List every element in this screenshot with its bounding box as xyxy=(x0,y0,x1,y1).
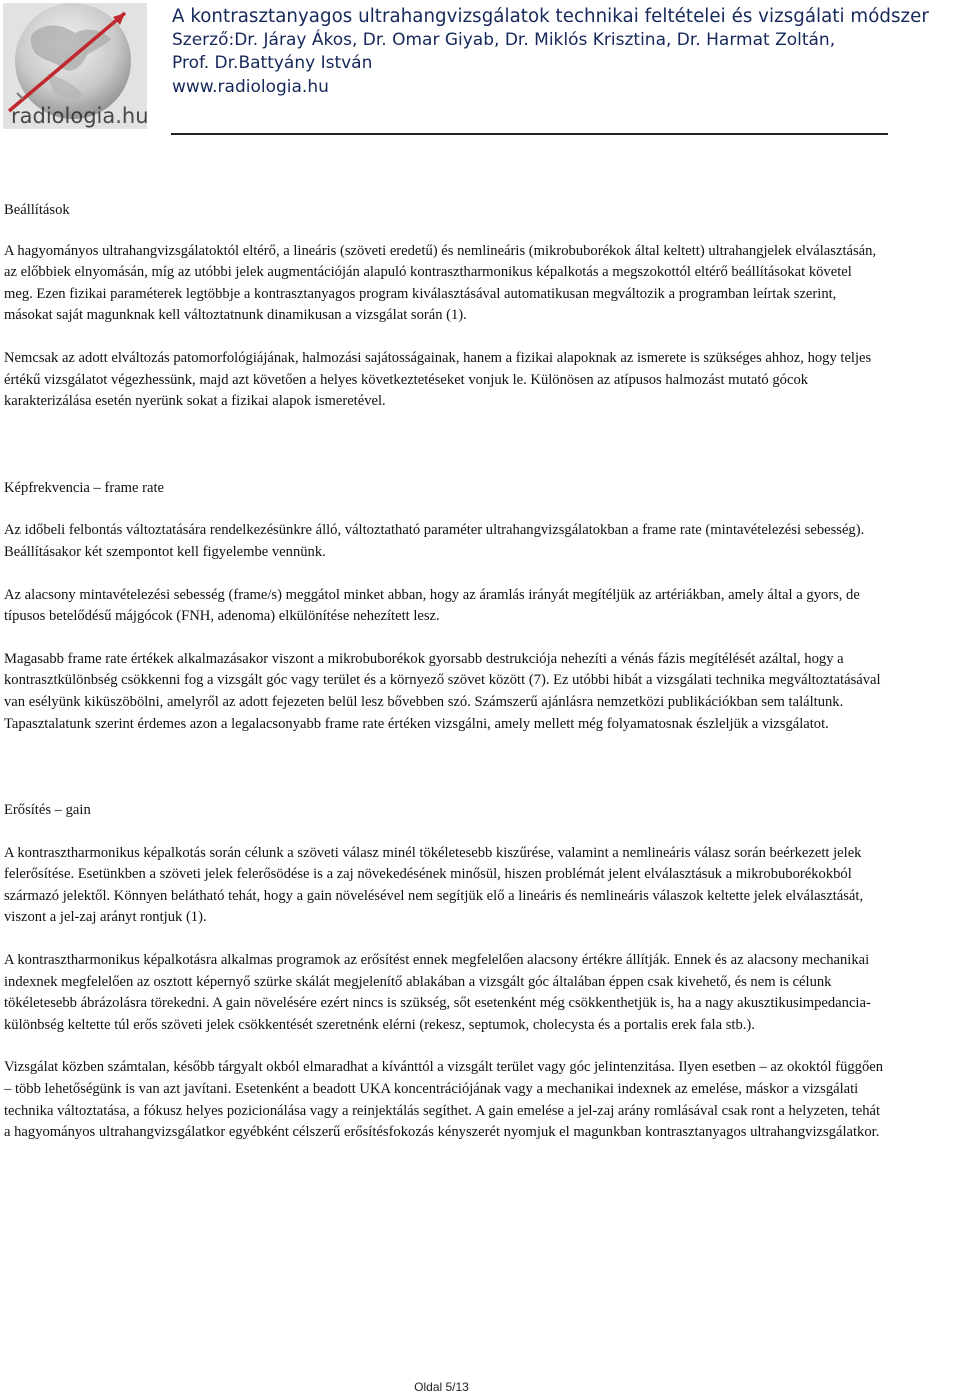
section-title: Beállítások xyxy=(4,202,70,218)
paragraph: A kontrasztharmonikus képalkotás során célunk a szöveti válasz minél tökéletesebb kiszűrése, valamint a nemlineáris válasz során beérkezett jelek felerősítése. Esetünkben a szöveti jelek felerősödése is a zaj növekedésének minősül, hiszen problémát jelent elválasztásuk a mikrobuborékokból származó jelektől. Könnyen belátható tehát, hogy a gain növelésével nem segítjük elő a lineáris és nemlineáris válaszok keltette jelek elválasztását, viszont a jel-zaj arányt rontjuk (1). xyxy=(4,844,864,926)
svg-text:radiologia.hu: radiologia.hu xyxy=(11,104,147,128)
page-number: Oldal 5/13 xyxy=(414,1380,469,1394)
document-title: A kontrasztanyagos ultrahangvizsgálatok technikai feltételei és vizsgálati módszer xyxy=(172,6,929,27)
page-header xyxy=(0,0,960,136)
website-link[interactable]: www.radiologia.hu xyxy=(172,76,329,97)
paragraph: Vizsgálat közben számtalan, később tárgyalt okból elmaradhat a kívánttól a vizsgált terület vagy góc jelintenzitása. Ilyen esetben – az okoktól függően – több lehetőségünk is van azt javítani. Esetenként a beadott UKA koncentrációjának vagy a mechanikai indexnek az emelése, máskor a vizsgálati technika változtatása, a fókusz helyes pozicionálása vagy a reinjektálás segíthet. A gain emelése a jel-zaj arány romlásával csak ront a helyzeten, tehát a hagyományos ultrahangvizsgálatkor egyébként célszerű erősítésfokozás kényszerét nyomjuk el magunkban kontrasztanyagos ultrahangvizsgálatkor. xyxy=(4,1059,884,1141)
document-body xyxy=(4,200,884,1144)
paragraph: Az alacsony mintavételezési sebesség (frame/s) meggátol minket abban, hogy az áramlás irányát megítéljük az artériákban, amely által a gyors, de típusos betelődésű májgócok (FNH, adenoma) elkülönítése nehezített lesz. xyxy=(4,586,860,625)
section-title: Képfrekvencia – frame rate xyxy=(4,479,165,496)
authors-line-1: Szerző:Dr. Járay Ákos, Dr. Omar Giyab, Dr. Miklós Krisztina, Dr. Harmat Zoltán, xyxy=(172,29,836,50)
paragraph: A kontrasztharmonikus képalkotásra alkalmas programok az erősítést ennek megfelelően alacsony értékre állítják. Ennek és az alacsony mechanikai indexnek megfelelően az osztott képernyő szürke skálát megjelenítő ablakában a vizsgált góc általában éppen csak kivehető, és nem is célunk tökéletesebb ábrázolásra törekedni. A gain növelésére ezért nincs is szükség, sőt esetenként még csökkenthetjük is, ha a nagy akusztikusimpedancia-különbség keltette túl erős szöveti jelek csökkentését szeretnénk elérni (rekesz, septumok, cholecysta és a portalis erek fala stb.). xyxy=(4,952,871,1033)
paragraph: A hagyományos ultrahangvizsgálatoktól eltérő, a lineáris (szöveti eredetű) és nemlineáris (mikrobuborékok által keltett) ultrahangjelek elválasztásán, az előbbiek elnyomásán, míg az utóbbi jelek augmentációján alapuló kontrasztharmonikus képalkotás a megszokottól eltérő beállításokat követel meg. Ezen fizikai paraméterek legtöbbje a kontrasztanyagos program kiválasztásával automatikusan megváltozik a programban leírtak szerint, másokat saját magunknak kell változtatnunk dinamikusan a vizsgálat során (1). xyxy=(4,242,877,324)
radiologia-logo xyxy=(3,3,147,129)
section-erosites xyxy=(4,800,884,1144)
authors-line-2: Prof. Dr.Battyány István xyxy=(172,53,373,73)
paragraph: Magasabb frame rate értékek alkalmazásakor viszont a mikrobuborékok gyorsabb destrukciója nehezíti a vénás fázis megítélését azáltal, hogy a kontrasztkülönbség csökkenni fog a vizsgált góc vagy terület és a környező szövet között (7). Ez utóbbi hibát a vizsgálati technika megváltoztatásával van esélyünk kiküszöbölni, amelyről az adott fejezeten belül lesz bővebben szó. Számszerű ajánlásra nemzetközi publikációkban sem találtunk. Tapasztalatunk szerint érdemes azon a legalacsonyabb frame rate értéken vizsgálni, amely mellett még folyamatosnak észleljük a vizsgálatot. xyxy=(4,650,881,732)
paragraph: Az időbeli felbontás változtatására rendelkezésünkre álló, változtatható paraméter ultrahangvizsgálatokban a frame rate (mintavételezési sebesség). Beállításakor két szempontot kell figyelembe vennünk. xyxy=(4,522,865,560)
section-title: Erősítés – gain xyxy=(4,802,91,819)
section-kepfrekvencia xyxy=(4,478,884,735)
paragraph: Nemcsak az adott elváltozás patomorfológiájának, halmozási sajátosságainak, hanem a fizikai alapoknak az ismerete is szükséges ahhoz, hogy teljes értékű vizsgálatot végezhessünk, majd azt követően a helyes következtetéseket vonjuk le. Különösen az atípusos halmozást mutató gócok karakterizálása esetén nyerünk sokat a fizikai alapok ismeretével. xyxy=(4,349,872,410)
section-beallitasok xyxy=(4,200,884,413)
header-divider xyxy=(171,133,888,135)
header-text-block xyxy=(172,5,960,99)
